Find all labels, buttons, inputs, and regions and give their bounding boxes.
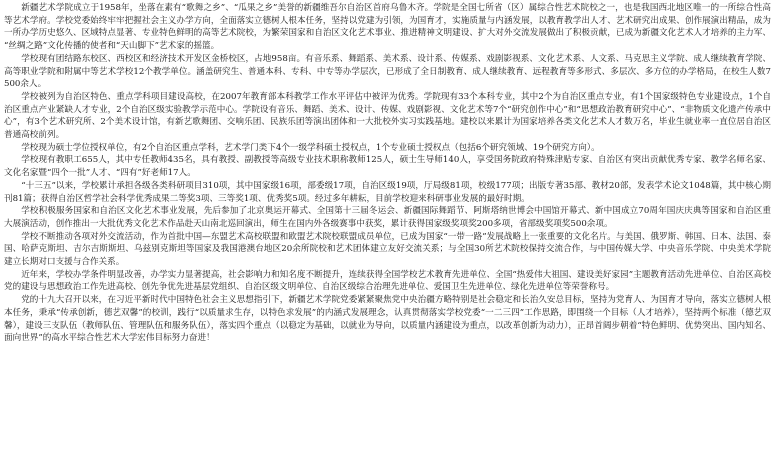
paragraph-degree-authorization: 学校现为硕士学位授权单位，有2个自治区重点学科，艺术学门类下4个一级学科硕士授权点，1个专业硕士授权点（包括6个研究领域、19个研究方向）。: [21, 142, 600, 153]
paragraph-faculty: 学校现有教职工655人，其中专任教师435名，具有教授、副教授等高级专业技术职称教师125人，硕士生导师140人，享受国务院政府特殊津贴专家、自治区有突出贡献优秀专家、教学名师名家、文化名家暨“四个一批”人才、“四有”好老师17人。: [4, 155, 771, 179]
paragraph-performances: 学校积极服务国家和自治区文化艺术事业发展，先后参加了北京奥运开幕式、全国第十三届冬运会、新疆国际舞蹈节、阿斯塔纳世博会中国馆开幕式、新中国成立70周年国庆庆典等国家和自治区重大展演活动，创作推出一大批优秀文化艺术作品赴天山南北巡回演出，师生在国内外各级赛事中获奖，累计获得国家级奖项奖200多项，省部级奖项奖500余项。: [4, 206, 771, 229]
paragraph-honors: 近年来，学校办学条件明显改善，办学实力显著提高，社会影响力和知名度不断提升，连续获得全国学校艺术教育先进单位、全国“热爱伟大祖国、建设美好家园”主题教育活动先进单位、自治区高校党的建设与思想政治工作先进高校、创先争优先进基层党组织、自治区级文明单位、自治区级综合治理先进单位、爱国卫生先进单位、绿化先进单位等荣誉称号。: [4, 269, 771, 293]
paragraph-exchanges: 学校不断推动各项对外交流活动，作为首批中国—东盟艺术高校联盟和欧盟艺术院校联盟成员单位，已成为国家“一带一路”发展战略上一张重要的文化名片。与美国、俄罗斯、韩国、日本、法国、泰国、哈萨克斯坦、吉尔吉斯斯坦、乌兹别克斯坦等国家及我国港澳台地区20余所院校和艺术团体建立友好交流关系；与全国30所艺术院校保持交流合作，与中国传媒大学、中央音乐学院、中央美术学院建立长期对口支援与合作关系。: [4, 231, 771, 268]
paragraph-campuses: 学校现有团结路东校区、西校区和经济技术开发区金桥校区，占地958亩。有音乐系、舞蹈系、美术系、设计系、传媒系、戏剧影视系、文化艺术系、人文系、马克思主义学院、成人继续教育学院、高等职业学院和附属中等艺术学校12个教学单位。涵盖研究生、普通本科、专科、中专等办学层次，已形成了全日制教育、成人继续教育、远程教育等多形式、多层次、多方位的办学格局，在校生人数7500余人。: [4, 53, 771, 90]
paragraph-goals: 党的十九大召开以来，在习近平新时代中国特色社会主义思想指引下，新疆艺术学院党委紧紧聚焦党中央治疆方略特别是社会稳定和长治久安总目标，坚持为党育人、为国育才导向，落实立德树人根本任务，秉承“传承创新，德艺双馨”的校训，践行“以质量求生存，以特色求发展”的内涵式发展理念，认真贯彻落实学校党委“一二三四”工作思路，即围绕一个目标（人才培养），坚持两个标准（德艺双馨），建设三支队伍（教师队伍、管理队伍和服务队伍），落实四个重点（以稳定为基础，以就业为导向，以质量内涵建设为重点，以改革创新为动力），正昂首阔步朝着“特色鲜明、优势突出、国内知名、面向世界”的高水平综合性艺术大学宏伟目标努力奋进！: [4, 295, 771, 344]
paragraph-research: “十三五”以来，学校累计承担各级各类科研项目310项，其中国家级16项，部委级17项，自治区级19项，厅局级81项，校级177项；出版专著35部、教材20部，发表学术论文1048篇，其中核心期刊81篇；获得自治区哲学社会科学优秀成果二等奖3项、三等奖1项、优秀奖5项。经过多年耕耘，目前学校迎来科研事业发展的最好时期。: [4, 180, 771, 204]
paragraph-disciplines: 学校被列为自治区特色、重点学科项目建设高校，在2007年教育部本科教学工作水平评估中被评为优秀。学院现有33个本科专业，其中2个为自治区重点专业，有1个国家级特色专业建设点，1个自治区重点产业紧缺人才专业，2个自治区级实验教学示范中心。学院设有音乐、舞蹈、美术、设计、传媒、戏剧影视、文化艺术等7个“研究创作中心”和“思想政治教育研究中心”、“非物质文化遗产传承中心”，有3个艺术研究所、2个美术设计馆，有新艺歌舞团、交响乐团、民族乐团等演出团体和一大批校外实习实践基地。建校以来累计为国家培养各类文化艺术人才数万名，毕业生就业率一直位居自治区普通高校前列。: [4, 91, 771, 141]
paragraph-history: 新疆艺术学院成立于1958年，坐落在素有“歌舞之乡”、“瓜果之乡”美誉的新疆维吾尔自治区首府乌鲁木齐。学院是全国七所省（区）属综合性艺术院校之一，也是我国西北地区唯一的一所综合性高等艺术学府。学校党委始终牢牢把握社会主义办学方向，全面落实立德树人根本任务，坚持以党建为引领，为国育才，实施质量与内涵发展，以教育教学出人才、艺术研究出成果、创作展演出精品，成为一所办学历史悠久、区域特点显著、专业特色鲜明的高等艺术院校，为繁荣国家和自治区文化艺术事业、推进精神文明建设、扩大对外交流发展做出了积极贡献，已成为新疆文化艺术人才培养的主力军、“丝绸之路”文化传播的使者和“天山脚下”艺术家的摇篮。: [4, 3, 771, 52]
